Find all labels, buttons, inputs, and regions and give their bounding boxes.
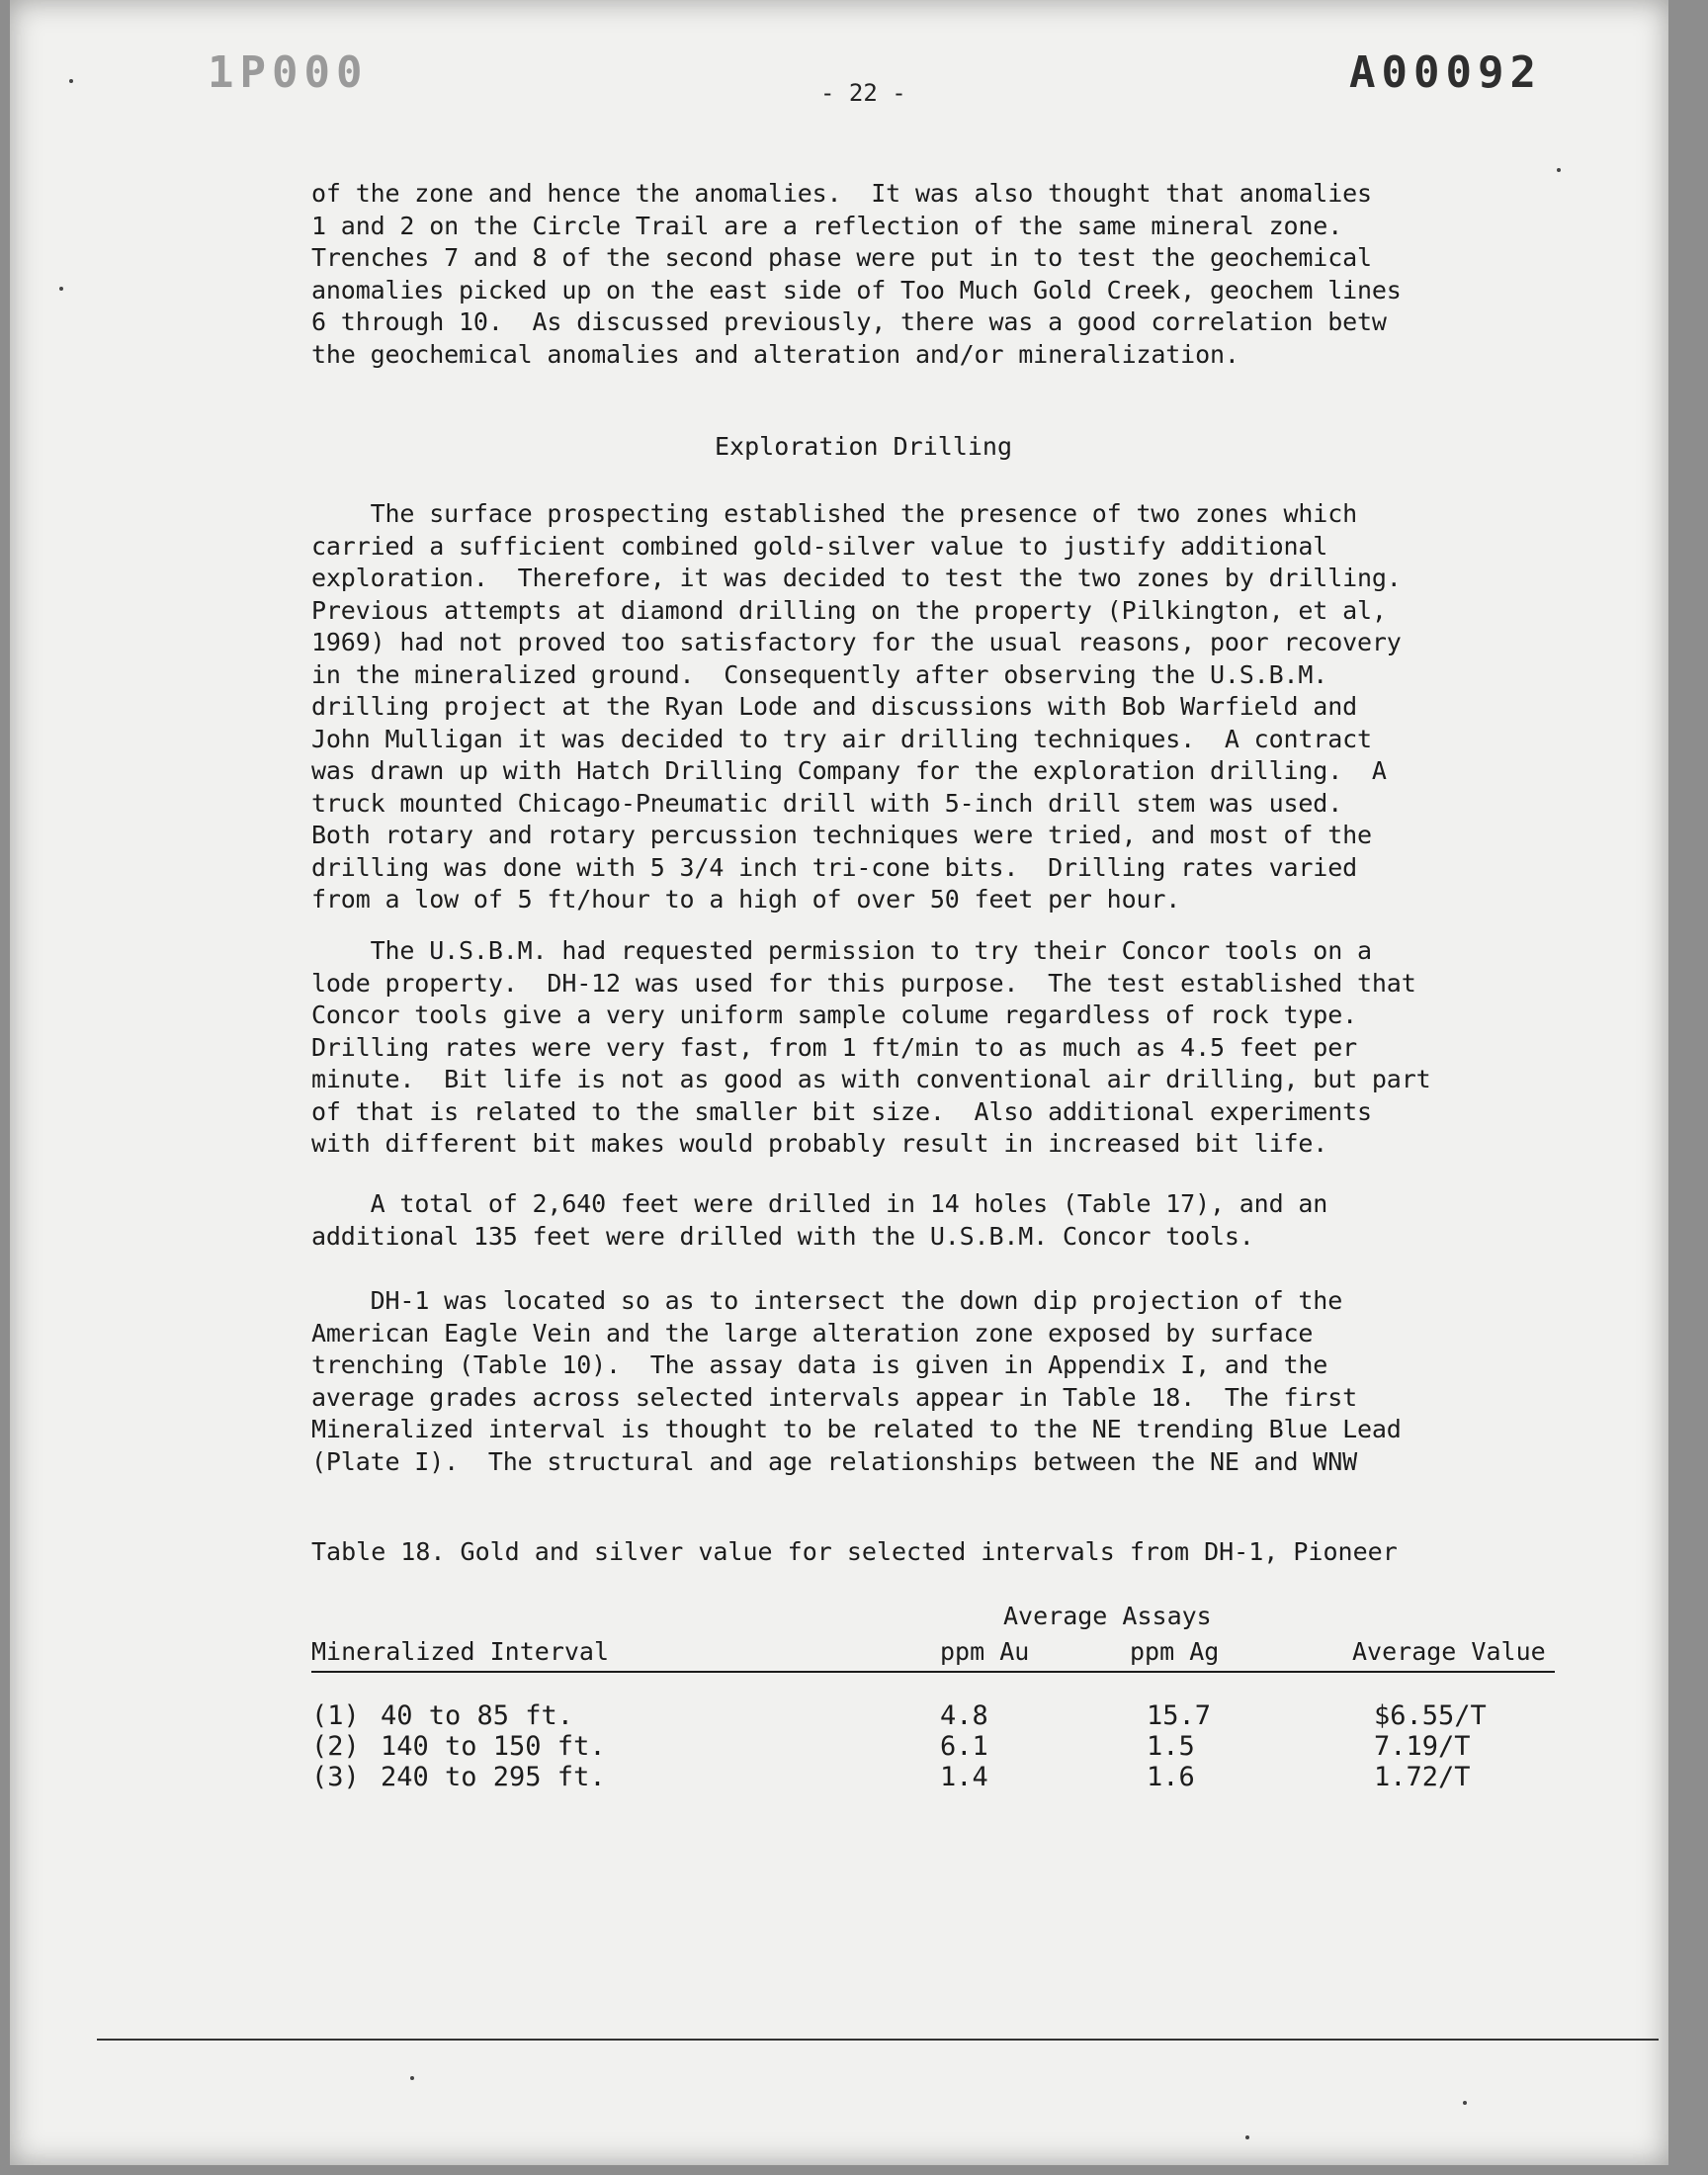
footer-rule <box>97 2039 1659 2041</box>
row-au: 4.8 <box>940 1700 988 1731</box>
scan-speck <box>1463 2101 1467 2105</box>
row-value: 1.72/T <box>1374 1762 1471 1792</box>
row-ag: 1.5 <box>1147 1731 1195 1762</box>
row-index: (1) <box>311 1700 360 1731</box>
paragraph-dh1: DH-1 was located so as to intersect the down dip projection of the American Eagle Vein and the large alteration zone exposed by surface trenching (Table 10). The assay data is given in Appendix I, and the average grades across selected intervals appear in Table 18. The first Mineralized interval is thought to be related to the NE trending Blue Lead (Plate I). The structural and age relationships between the NE and WNW <box>311 1286 1402 1476</box>
table-header-rule <box>311 1671 1555 1673</box>
scan-speck <box>1245 2135 1249 2139</box>
row-value: 7.19/T <box>1374 1731 1471 1762</box>
column-header-au: ppm Au <box>940 1637 1030 1666</box>
document-page <box>10 0 1668 2165</box>
column-header-value: Average Value <box>1352 1637 1546 1666</box>
row-interval: 140 to 150 ft. <box>381 1731 606 1762</box>
scan-speck <box>69 79 73 83</box>
row-index: (3) <box>311 1762 360 1792</box>
page-number: - 22 - <box>820 79 906 107</box>
table-row <box>311 1700 1555 1730</box>
page-stamp-left: 1P000 <box>208 47 369 98</box>
table-group-header: Average Assays <box>1003 1602 1212 1630</box>
row-ag: 1.6 <box>1147 1762 1195 1792</box>
table-row <box>311 1762 1555 1791</box>
scan-speck <box>59 287 63 291</box>
column-header-ag: ppm Ag <box>1130 1637 1220 1666</box>
paragraph-continuation: of the zone and hence the anomalies. It was also thought that anomalies 1 and 2 on the Circle Trail are a reflection of the same mineral zone. Trenches 7 and 8 of the second phase were put in to test the geochemical anomalies picked up on the east side of Too Much Gold Creek, geochem lines 6 through 10. As discussed previously, there was a good correlation betw the geochemical anomalies and alteration and/or mineralization. <box>311 179 1402 369</box>
row-au: 6.1 <box>940 1731 988 1762</box>
paragraph-total-drilled: A total of 2,640 feet were drilled in 14 holes (Table 17), and an additional 135 feet were drilled with the U.S.B.M. Concor tools. <box>311 1189 1328 1251</box>
row-ag: 15.7 <box>1147 1700 1212 1731</box>
page-stamp-right: A00092 <box>1349 47 1542 98</box>
paragraph-surface-prospecting: The surface prospecting established the presence of two zones which carried a sufficient combined gold-silver value to justify additional exploration. Therefore, it was decided to test the two zones by drilling. Previous attempts at diamond drilling on the property (Pilkington, et al, 1969) had not proved too satisfactory for the usual reasons, poor recovery in the mineralized ground. Consequently after observing the U.S.B.M. drilling project at the Ryan Lode and discussions with Bob Warfield and John Mulligan it was decided to try air drilling techniques. A contract was drawn up with Hatch Drilling Company for the exploration drilling. A truck mounted Chicago-Pneumatic drill with 5-inch drill stem was used. Both rotary and rotary percussion techniques were tried, and most of the drilling was done with 5 3/4 inch tri-cone bits. Drilling rates varied from a low of 5 ft/hour to a high of over 50 feet per hour. <box>311 499 1402 914</box>
column-header-interval: Mineralized Interval <box>311 1637 610 1666</box>
row-au: 1.4 <box>940 1762 988 1792</box>
table-caption: Table 18. Gold and silver value for selected intervals from DH-1, Pioneer <box>311 1537 1398 1566</box>
scan-speck <box>410 2076 414 2080</box>
table-row <box>311 1731 1555 1761</box>
row-index: (2) <box>311 1731 360 1762</box>
paragraph-usbm-concor: The U.S.B.M. had requested permission to try their Concor tools on a lode property. DH-12 was used for this purpose. The test established that Concor tools give a very uniform sample colume regardless of rock type. Drilling rates were very fast, from 1 ft/min to as much as 4.5 feet per minute. Bit life is not as good as with conventional air drilling, but part of that is related to the smaller bit size. Also additional experiments with different bit makes would probably result in increased bit life. <box>311 936 1431 1158</box>
section-heading: Exploration Drilling <box>715 432 1013 461</box>
row-interval: 40 to 85 ft. <box>381 1700 574 1731</box>
row-interval: 240 to 295 ft. <box>381 1762 606 1792</box>
scan-speck <box>1557 168 1561 172</box>
row-value: $6.55/T <box>1374 1700 1487 1731</box>
